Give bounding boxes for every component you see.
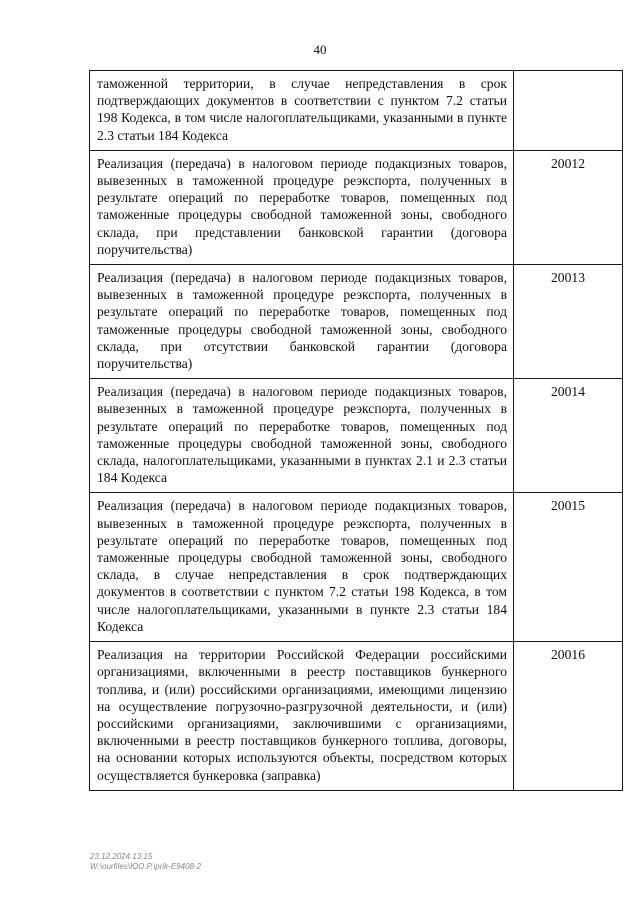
row-description: таможенной территории, в случае непредставления в срок подтверждающих документов в соответствии с пунктом 7.2 статьи 198 Кодекса, в том числе налогоплательщиками, указанными в пункте 2.3 статьи 184 Кодекса — [90, 71, 514, 151]
row-code: 20016 — [514, 642, 623, 791]
row-description: Реализация на территории Российской Федерации российскими организациями, включенными в реестр поставщиков бункерного топлива, и (или) российскими организациями, имеющими лицензию на осуществление погрузочно-разгрузочной деятельности, и (или) российскими организациями, заключившими с организациями, включенными в реестр поставщиков бункерного топлива, договоры, на основании которых используются объекты, посредством которых осуществляется бункеровка (заправка) — [90, 642, 514, 791]
footer-timestamp: 23.12.2024 13:15 — [90, 852, 153, 861]
table-row — [90, 493, 623, 642]
row-description: Реализация (передача) в налоговом периоде подакцизных товаров, вывезенных в таможенной процедуре реэкспорта, полученных в результате операций по переработке товаров, помещенных под таможенные процедуры свободной таможенной зоны, свободного склада, налогоплательщиками, указанными в пунктах 2.1 и 2.3 статьи 184 Кодекса — [90, 379, 514, 493]
table-row — [90, 379, 623, 493]
document-footer — [90, 852, 201, 872]
footer-file-path: W:\ourfiles\ЮО.P.\prik-E9408-2 — [90, 862, 202, 871]
row-description: Реализация (передача) в налоговом периоде подакцизных товаров, вывезенных в таможенной процедуре реэкспорта, полученных в результате операций по переработке товаров, помещенных под таможенные процедуры свободной таможенной зоны, свободного склада, при представлении банковской гарантии (договора поручительства) — [90, 150, 514, 264]
row-code: 20014 — [514, 379, 623, 493]
page-number: 40 — [313, 42, 327, 57]
row-code: 20015 — [514, 493, 623, 642]
table-row — [90, 150, 623, 264]
row-code: 20013 — [514, 265, 623, 379]
table-row — [90, 71, 623, 151]
row-description: Реализация (передача) в налоговом периоде подакцизных товаров, вывезенных в таможенной процедуре реэкспорта, полученных в результате операций по переработке товаров, помещенных под таможенные процедуры свободной таможенной зоны, свободного склада, при отсутствии банковской гарантии (договора поручительства) — [90, 265, 514, 379]
table-row — [90, 265, 623, 379]
operation-codes-table — [89, 70, 623, 791]
table-row — [90, 642, 623, 791]
row-description: Реализация (передача) в налоговом периоде подакцизных товаров, вывезенных в таможенной процедуре реэкспорта, полученных в результате операций по переработке товаров, помещенных под таможенные процедуры свободной таможенной зоны, свободного склада, в случае непредставления в срок подтверждающих документов в соответствии с пунктом 7.2 статьи 198 Кодекса, в том числе налогоплательщиками, указанными в пункте 2.3 статьи 184 Кодекса — [90, 493, 514, 642]
row-code — [514, 71, 623, 151]
row-code: 20012 — [514, 150, 623, 264]
